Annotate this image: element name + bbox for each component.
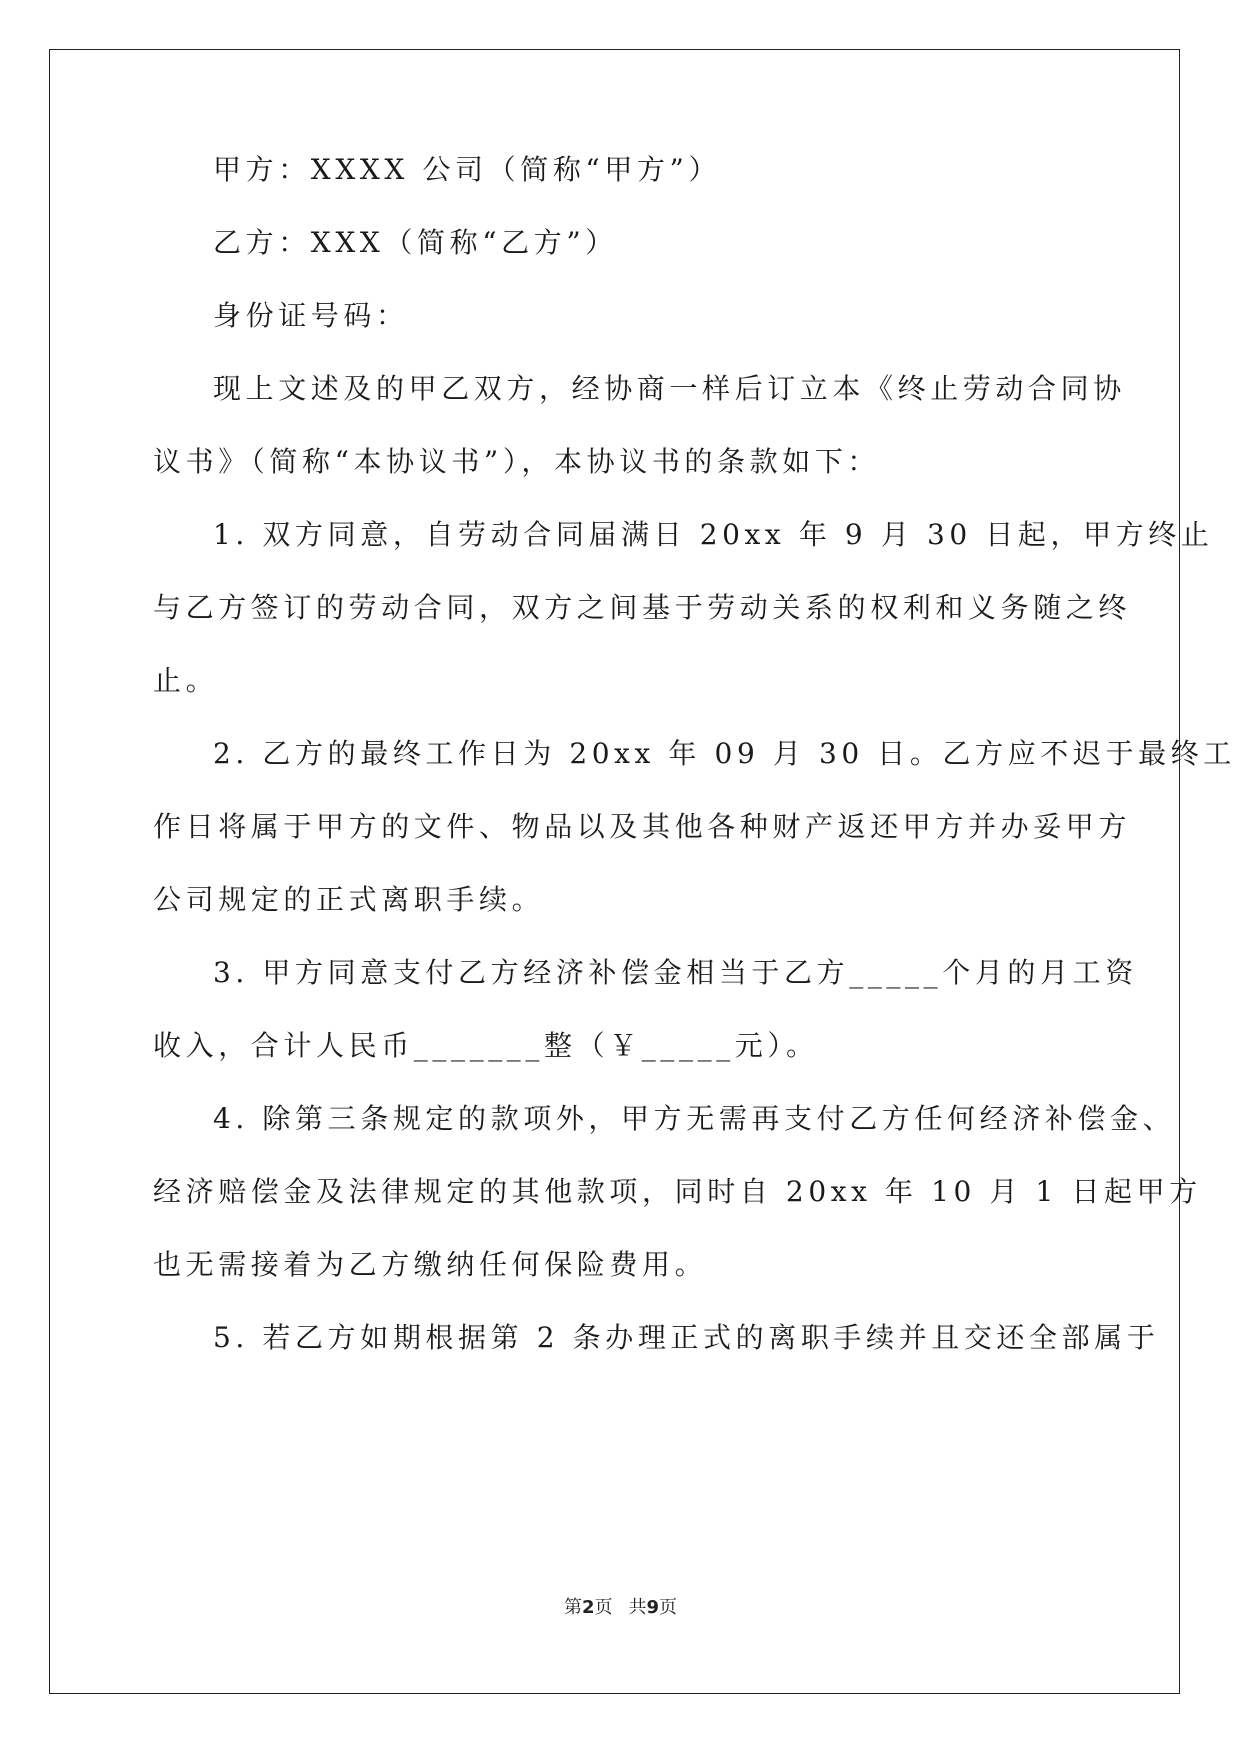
clause-1-line-2: 与乙方签订的劳动合同，双方之间基于劳动关系的权利和义务随之终 [153, 591, 1132, 624]
total-prefix: 共 [628, 1597, 647, 1618]
page-number: 2 [581, 1597, 595, 1618]
preamble-line-1: 现上文述及的甲乙双方，经协商一样后订立本《终止劳动合同协 [213, 372, 1126, 405]
clause-1-line-1: 1. 双方同意，自劳动合同届满日 20xx 年 9 月 30 日起，甲方终止 [213, 518, 1214, 551]
clause-2-line-1: 2. 乙方的最终工作日为 20xx 年 09 月 30 日。乙方应不迟于最终工 [213, 737, 1236, 770]
clause-2-line-2: 作日将属于甲方的文件、物品以及其他各种财产返还甲方并办妥甲方 [153, 810, 1132, 843]
clause-4-line-1: 4. 除第三条规定的款项外，甲方无需再支付乙方任何经济补偿金、 [213, 1102, 1176, 1135]
clause-5-line-1: 5. 若乙方如期根据第 2 条办理正式的离职手续并且交还全部属于 [213, 1321, 1160, 1354]
party-b-line: 乙方：XXX（简称“乙方”） [213, 226, 618, 259]
party-a-line: 甲方：XXXX 公司（简称“甲方”） [213, 153, 722, 186]
clause-1-line-3: 止。 [153, 664, 219, 697]
preamble-line-2: 议书》（简称“本协议书”），本协议书的条款如下： [153, 445, 881, 478]
clause-4-line-3: 也无需接着为乙方缴纳任何保险费用。 [153, 1248, 708, 1281]
page-prefix: 第 [563, 1597, 582, 1618]
clause-3-line-2: 收入，合计人民币_______整（￥_____元）。 [153, 1029, 819, 1062]
clause-4-line-2: 经济赔偿金及法律规定的其他款项，同时自 20xx 年 10 月 1 日起甲方 [153, 1175, 1202, 1208]
page-footer [0, 1596, 1241, 1620]
total-pages: 9 [646, 1597, 660, 1618]
clause-3-line-1: 3. 甲方同意支付乙方经济补偿金相当于乙方_____个月的月工资 [213, 956, 1138, 989]
id-number-line: 身份证号码： [213, 299, 409, 332]
page-suffix: 页 [594, 1597, 613, 1618]
clause-2-line-3: 公司规定的正式离职手续。 [153, 883, 545, 916]
total-suffix: 页 [659, 1597, 678, 1618]
